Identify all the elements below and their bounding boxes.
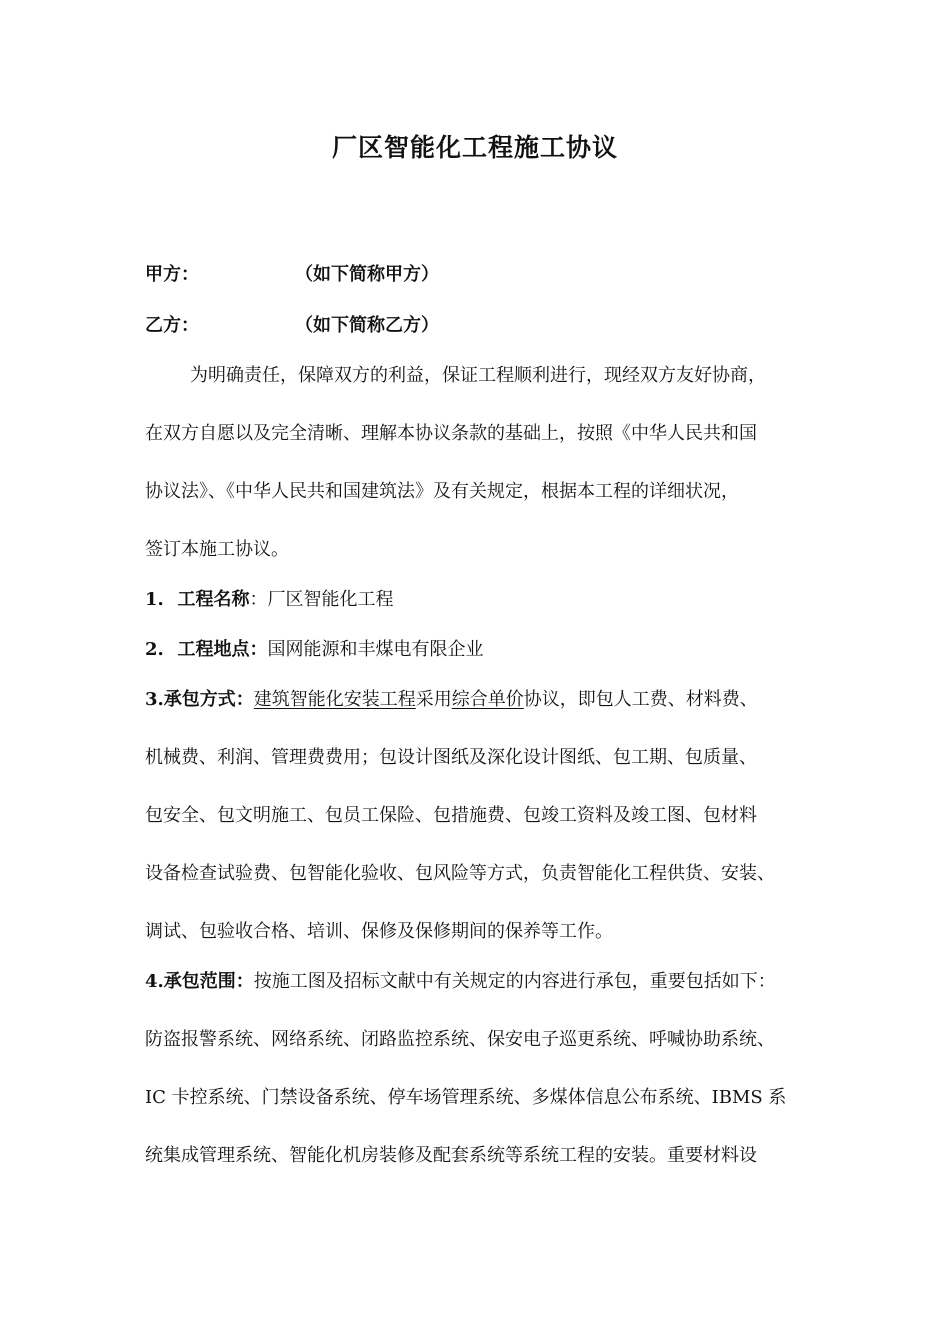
party-a-line — [145, 260, 439, 286]
item-1-line — [145, 585, 394, 611]
intro-line-3: 协议法》、《中华人民共和国建筑法》及有关规定，根据本工程的详细状况， — [145, 481, 739, 502]
item-4-cont-line-2: IC 卡控系统、门禁设备系统、停车场管理系统、多煤体信息公布系统、IBMS 系 — [145, 1087, 787, 1108]
item-3-underlined-scope: 建筑智能化安装工程 — [253, 689, 416, 710]
party-a-note: （如下简称甲方） — [295, 264, 439, 285]
item-3-cont-line-2: 包安全、包文明施工、包员工保险、包措施费、包竣工资料及竣工图、包材料 — [145, 805, 757, 826]
intro-line-2: 在双方自愿以及完全清晰、理解本协议条款的基础上，按照《中华人民共和国 — [145, 423, 757, 444]
item-3-text-1: 采用 — [415, 689, 452, 710]
item-2-line — [145, 635, 484, 661]
intro-line-4: 签订本施工协议。 — [145, 539, 289, 560]
item-4-text: 按施工图及招标文献中有关规定的内容进行承包，重要包括如下： — [253, 971, 776, 992]
item-2-label: 工程地点 — [177, 639, 250, 660]
item-2-number: 2. — [145, 639, 164, 660]
document-title: 厂区智能化工程施工协议 — [331, 133, 618, 162]
item-1-value: 厂区智能化工程 — [267, 589, 394, 610]
party-a-label: 甲方： — [145, 264, 199, 285]
item-3-text-2: 协议，即包人工费、材料费、 — [523, 689, 758, 710]
item-2-value: 国网能源和丰煤电有限企业 — [267, 639, 484, 660]
item-2-colon: ： — [249, 639, 268, 660]
item-3-cont-line-4: 调试、包验收合格、培训、保修及保修期间的保养等工作。 — [145, 921, 613, 942]
item-4-cont-line-3: 统集成管理系统、智能化机房装修及配套系统等系统工程的安装。重要材料设 — [145, 1145, 757, 1166]
item-4-line — [145, 967, 776, 993]
item-1-colon: ： — [249, 589, 268, 610]
party-b-label: 乙方： — [145, 315, 199, 336]
item-4-cont-line-1: 防盗报警系统、网络系统、闭路监控系统、保安电子巡更系统、呼喊协助系统、 — [145, 1029, 775, 1050]
item-4-label: 4.承包范围： — [145, 971, 254, 992]
item-3-label: 3.承包方式： — [145, 689, 254, 710]
item-1-number: 1. — [145, 589, 164, 610]
item-3-cont-line-1: 机械费、利润、管理费费用；包设计图纸及深化设计图纸、包工期、包质量、 — [145, 747, 757, 768]
item-3-underlined-pricing: 综合单价 — [451, 689, 524, 710]
item-3-line — [145, 685, 758, 711]
item-1-label: 工程名称 — [177, 589, 250, 610]
party-b-line — [145, 311, 439, 337]
item-3-cont-line-3: 设备检查试验费、包智能化验收、包风险等方式，负责智能化工程供货、安装、 — [145, 863, 775, 884]
intro-line-1: 为明确责任，保障双方的利益，保证工程顺利进行，现经双方友好协商， — [190, 365, 766, 386]
party-b-note: （如下简称乙方） — [295, 315, 439, 336]
